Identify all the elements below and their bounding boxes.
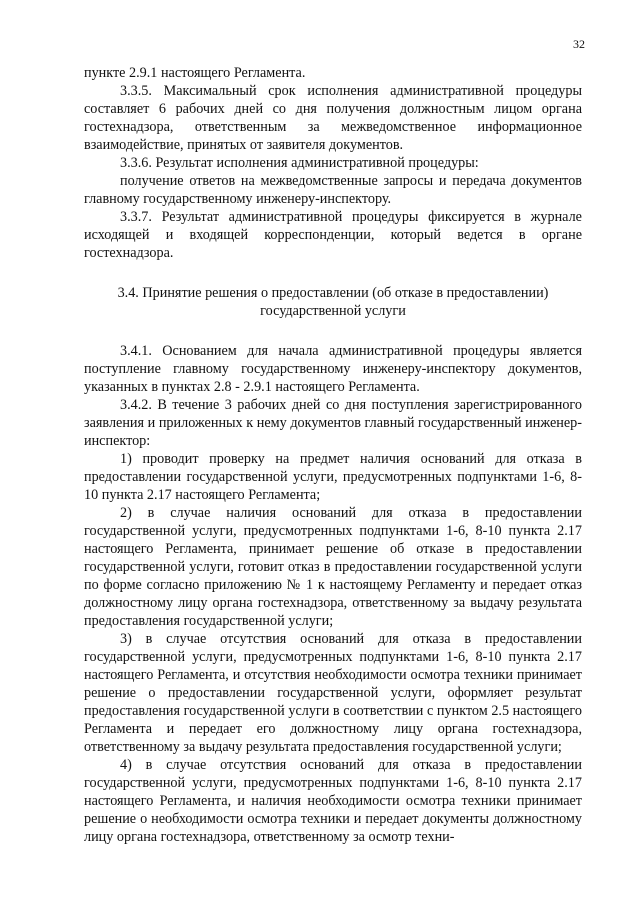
section-title-line-1: 3.4. Принятие решения о предоставлении (об отказе в предоставлении) [117, 285, 549, 301]
list-item-4: 4) в случае отсутствия оснований для отказа в предоставлении государственной услуги, предусмотренных подпунктами 1-6, 8-10 пункта 2.17 настоящего Регламента, и наличия необходимости осмотра техники принимает решение о необходимости осмотра техники и передает документы должностному лицу органа гостехнадзора, ответственному за осмотр техни- [84, 757, 582, 845]
list-item-2: 2) в случае наличия оснований для отказа в предоставлении государственной услуги, предусмотренных подпунктами 1-6, 8-10 пункта 2.17 настоящего Регламента, принимает решение об отказе в предоставлении государственной услуги, готовит отказ в предоставлении государственной услуги по форме согласно приложению № 1 к настоящему Регламенту и передает отказ должностному лицу органа гостехнадзора, ответственному за выдачу результата предоставления государственной услуги; [84, 505, 582, 629]
list-item-3: 3) в случае отсутствия оснований для отказа в предоставлении государственной услуги, предусмотренных подпунктами 1-6, 8-10 пункта 2.17 настоящего Регламента, и отсутствия необходимости осмотра техники принимает решение о предоставлении государственной услуги, оформляет результат предоставления государственной услуги в соответствии с пунктом 2.5 настоящего Регламента и передает его должностному лицу органа гостехнадзора, ответственному за выдачу результата предоставления государственной услуги; [84, 631, 582, 755]
list-item-1: 1) проводит проверку на предмет наличия оснований для отказа в предоставлении государственной услуги, предусмотренных подпунктами 1-6, 8-10 пункта 2.17 настоящего Регламента; [84, 451, 582, 503]
paragraph-3-3-7: 3.3.7. Результат административной процедуры фиксируется в журнале исходящей и входящей корреспонденции, который ведется в органе гостехнадзора. [84, 209, 582, 261]
paragraph-continuation: пункте 2.9.1 настоящего Регламента. [84, 65, 306, 81]
paragraph-3-3-6: 3.3.6. Результат исполнения административной процедуры: [120, 155, 479, 171]
paragraph-3-3-6-result: получение ответов на межведомственные запросы и передача документов главному государственному инженеру-инспектору. [84, 173, 582, 207]
paragraph-3-4-2: 3.4.2. В течение 3 рабочих дней со дня поступления зарегистрированного заявления и приложенных к нему документов главный государственный инженер-инспектор: [84, 397, 582, 449]
paragraph-3-4-1: 3.4.1. Основанием для начала административной процедуры является поступление главному государственному инженеру-инспектору документов, указанных в пунктах 2.8 - 2.9.1 настоящего Регламента. [84, 343, 582, 395]
page-number: 32 [573, 37, 585, 51]
section-title-3-4 [84, 284, 582, 320]
document-body [84, 64, 582, 846]
section-title-line-2: государственной услуги [260, 303, 406, 319]
paragraph-3-3-5: 3.3.5. Максимальный срок исполнения административной процедуры составляет 6 рабочих дней со дня получения должностным лицом органа гостехнадзора, ответственным за межведомственное информационное взаимодействие, принятых от заявителя документов. [84, 83, 582, 153]
